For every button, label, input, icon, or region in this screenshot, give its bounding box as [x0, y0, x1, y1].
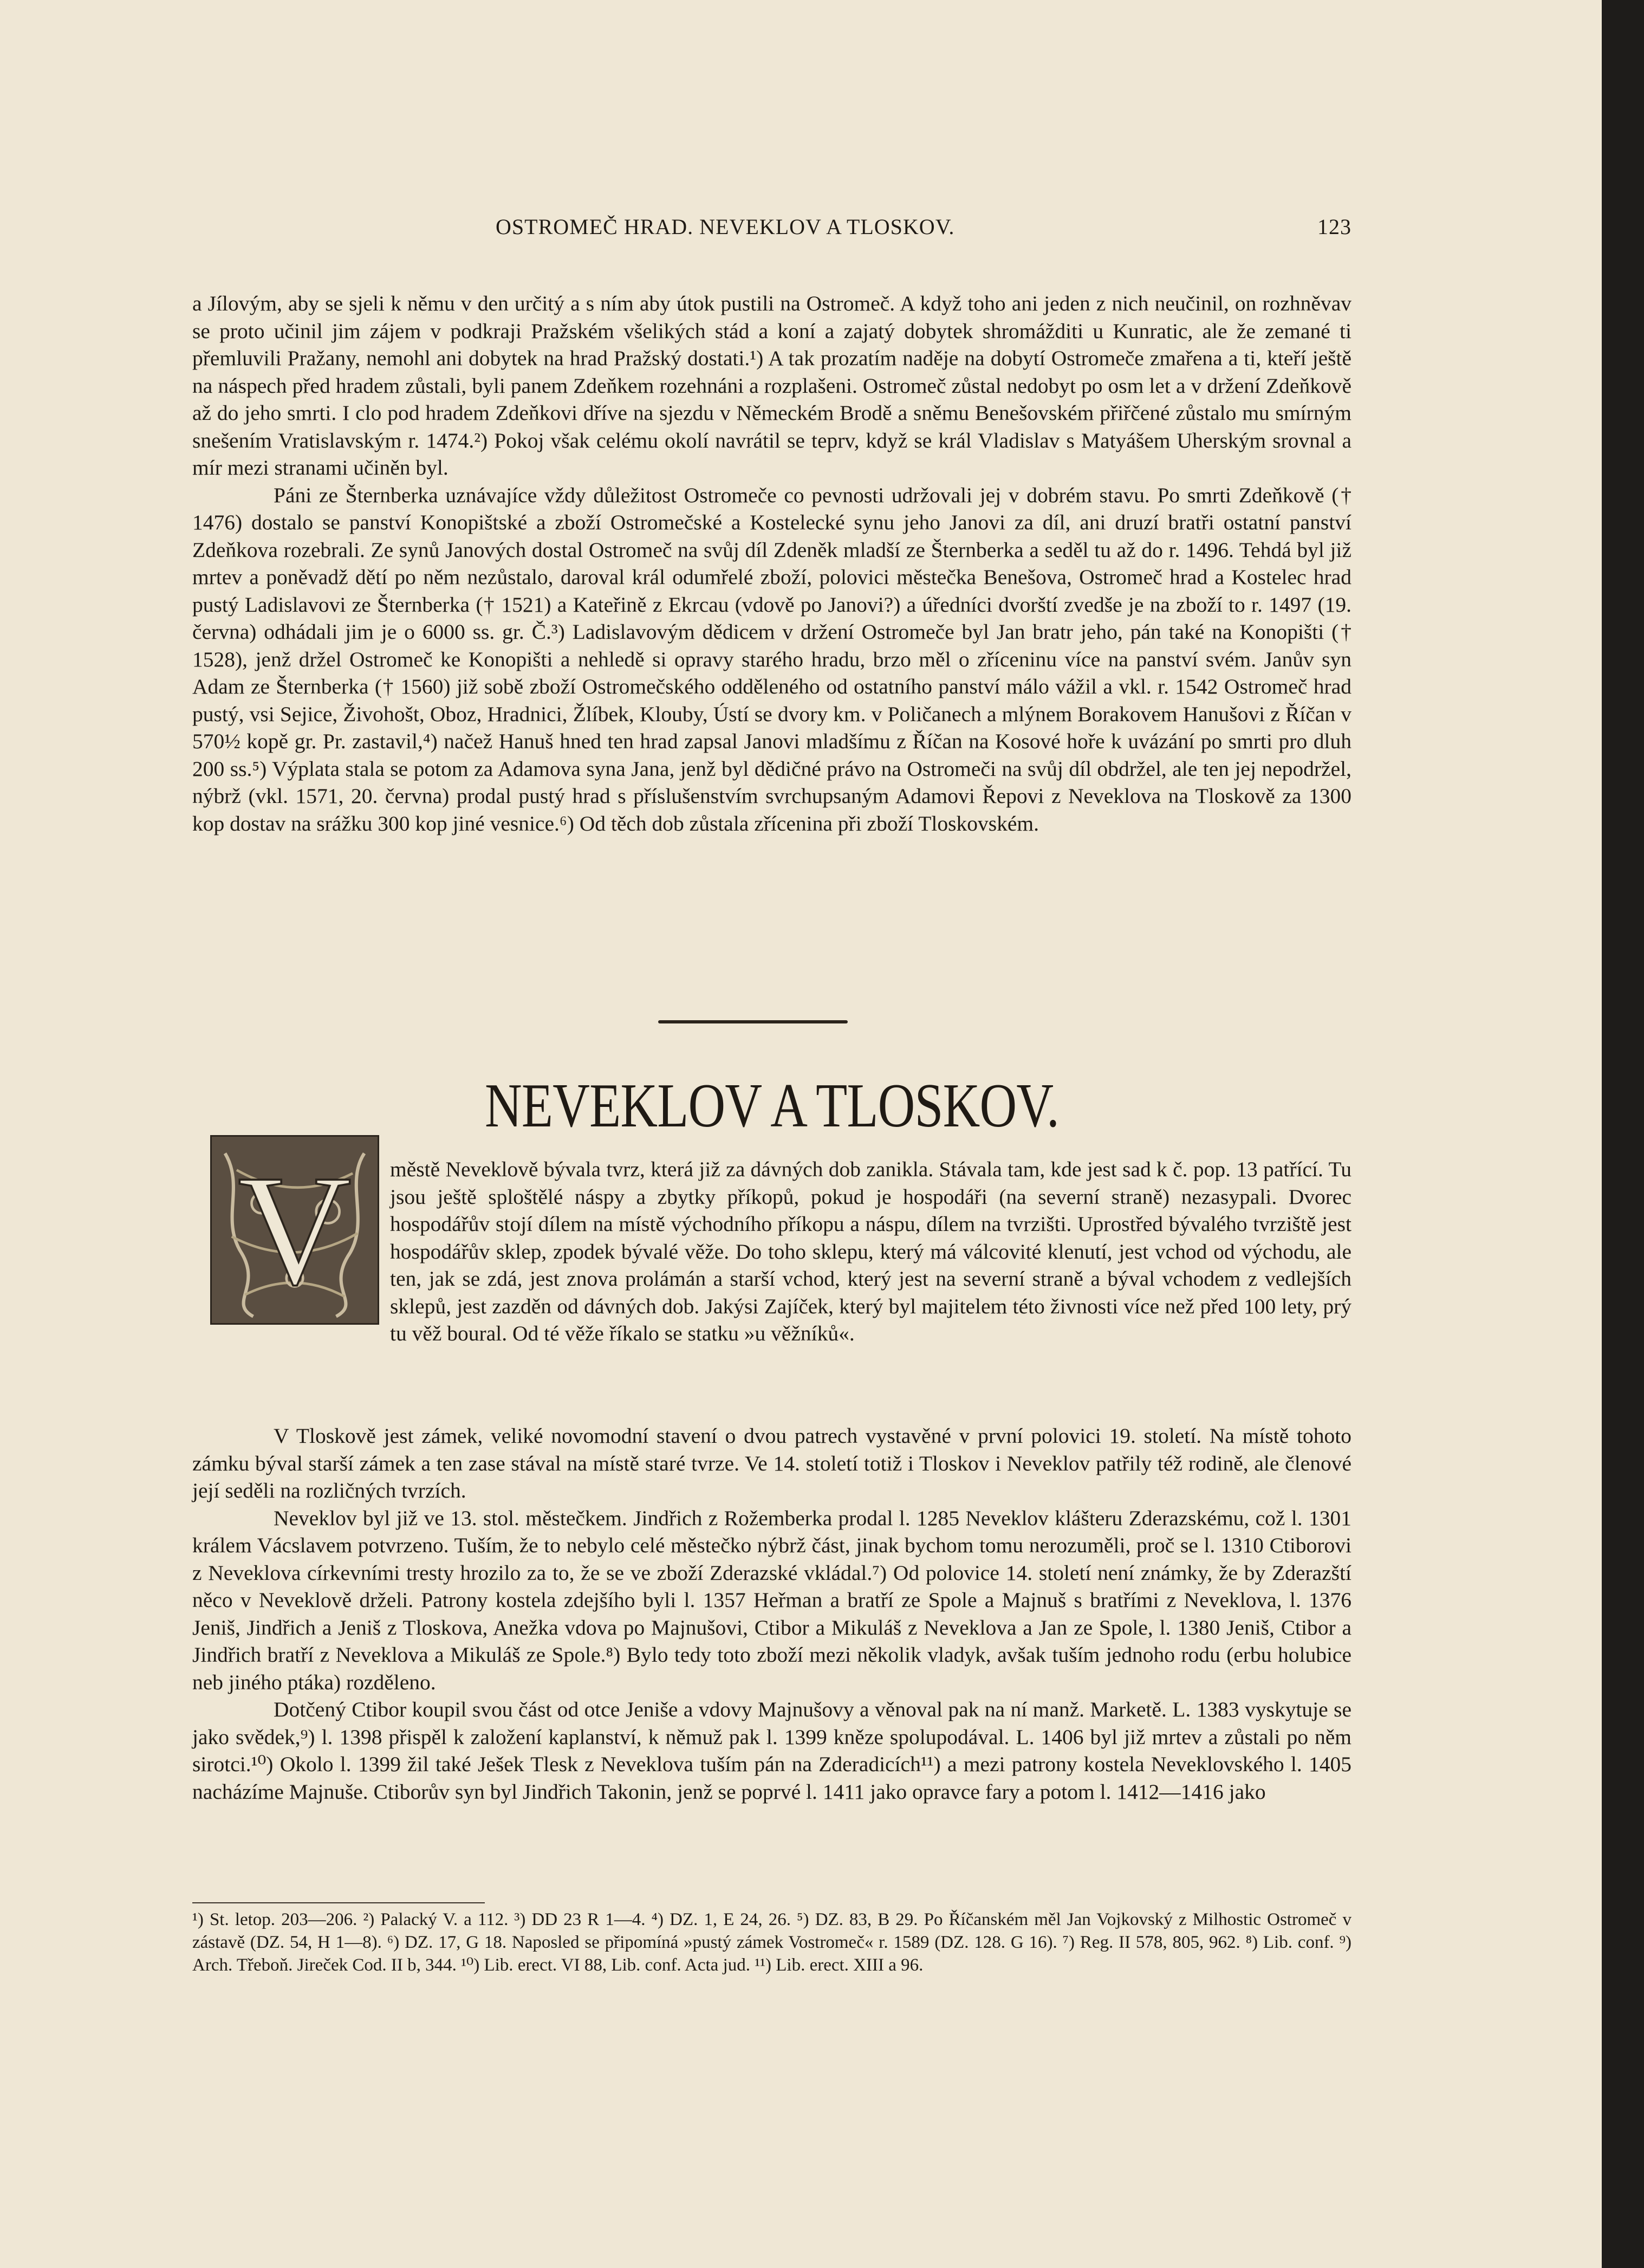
- paragraph: Neveklov byl již ve 13. stol. městečkem. Jindřich z Rožemberka prodal l. 1285 Neveklov klášteru Zderazskému, což l. 1301 králem Vácslavem potvrzeno. Tuším, že to nebylo celé městečko nýbrž část, jinak bychom tomu nerozuměli, proč se l. 1310 Ctiborovi z Neveklova církevními tresty hrozilo za to, že se ve zboží Zderazské vkládal.⁷) Od polovice 14. století není známky, že by Zderazští něco v Neveklově drželi. Patrony kostela zdejšího byli l. 1357 Heřman a bratří ze Spole a Majnuš s bratřími z Neveklova, l. 1376 Jeniš, Jindřich a Jeniš z Tloskova, Anežka vdova po Majnušovi, Ctibor a Mikuláš z Neveklova a Jan ze Spole, l. 1380 Jeniš, Ctibor a Jindřich bratří z Neveklova a Mikuláš ze Spole.⁸) Bylo tedy toto zboží mezi několik vladyk, avšak tuším jednoho rodu (erbu holubice neb jiného ptáka) rozděleno.: [192, 1506, 1351, 1694]
- page-number: 123: [1317, 215, 1351, 239]
- section-ostromec-text: [192, 290, 1351, 837]
- footnotes: [192, 1908, 1351, 1977]
- section-neveklov-intro: městě Neveklově bývala tvrz, která již za dávných dob zanikla. Stávala tam, kde jest sad k č. pop. 13 patřící. Tu jsou ještě sploštělé náspy a zbytky příkopů, pokud je hospodáři (na severní straně) nezasypali. Dvorec hospodářův stojí dílem na místě východního příkopu a náspu, dílem na tvrzišti. Uprostřed bývalého tvrziště jest hospodářův sklep, zpodek bývalé věže. Do toho sklepu, který má válcovité klenutí, jest vchod od východu, ale ten, jak se zdá, jest znova prolámán a starší vchod, který jest na severní straně a býval vchodem z vedlejších sklepů, jest zazděn od dávných dob. Jakýsi Zajíček, který byl majitelem této živnosti více než před 100 lety, prý tu věž boural. Od té věže říkalo se statku »u věžníků«.: [390, 1157, 1351, 1345]
- ornament-v-icon: [212, 1137, 378, 1323]
- footnote-rule: [192, 1902, 485, 1903]
- paragraph: V Tloskově jest zámek, veliké novomodní stavení o dvou patrech vystavěné v první polovici 19. století. Na místě tohoto zámku býval starší zámek a ten zase stával na místě staré tvrze. Ve 14. století totiž i Tloskov i Neveklov patřily též rodině, ale členové její seděli na rozličných tvrzích.: [192, 1424, 1351, 1502]
- scan-edge: [1602, 0, 1644, 2268]
- paragraph: Páni ze Šternberka uznávajíce vždy důležitost Ostromeče co pevnosti udržovali jej v dobrém stavu. Po smrti Zdeňkově († 1476) dostalo se panství Konopištské a zboží Ostromečské a Kostelecké synu jeho Janovi za díl, ani druzí bratři ostatní panství Zdeňkova rozebrali. Ze synů Janových dostal Ostromeč na svůj díl Zdeněk mladší ze Šternberka a seděl tu až do r. 1496. Tehdá byl již mrtev a poněvadž dětí po něm nezůstalo, daroval král odumřelé zboží, polovici městečka Benešova, Ostromeč hrad a Kostelec hrad pustý Ladislavovi ze Šternberka († 1521) a Kateřině z Ekrcau (vdově po Janovi?) a úředníci dvorští zvedše je na zboží to r. 1497 (19. června) odhádali jim je o 6000 ss. gr. Č.³) Ladislavovým dědicem v držení Ostromeče byl Jan bratr jeho, pán také na Konopišti († 1528), jenž držel Ostromeč ke Konopišti a nehledě si opravy starého hradu, brzo měl o zříceninu více na panství svém. Janův syn Adam ze Šternberka († 1560) již sobě zboží Ostromečského odděleného od ostatního panství málo vážil a vkl. r. 1542 Ostromeč hrad pustý, vsi Sejice, Živohošt, Oboz, Hradnici, Žlíbek, Klouby, Ústí se dvory km. v Poličanech a mlýnem Borakovem Hanušovi z Říčan v 570½ kopě gr. Pr. zastavil,⁴) načež Hanuš hned ten hrad zapsal Janovi mladšímu z Říčan na Kosové hoře k uvázání po smrti pro dluh 200 ss.⁵) Výplata stala se potom za Adamova syna Jana, jenž byl dědičné právo na Ostromeči na svůj díl obdržel, ale ten jej nepodržel, nýbrž (vkl. 1571, 20. června) prodal pustý hrad s příslušenstvím svrchupsaným Adamovi Řepovi z Neveklova na Tloskově za 1300 kop dostav na srážku 300 kop jiné vesnice.⁶) Od těch dob zůstala zřícenina při zboží Tloskovském.: [192, 483, 1351, 835]
- section-divider: [658, 1020, 848, 1023]
- paragraph: a Jílovým, aby se sjeli k němu v den určitý a s ním aby útok pustili na Ostromeč. A když toho ani jeden z nich neučinil, on rozhněvav se proto učinil jim zájem v podkraji Pražském všelikých stád a koní a zajatý dobytek shromážditi u Kunratic, ale že zemané ti přemluvili Pražany, nemohl ani dobytek na hrad Pražský dostati.¹) A tak prozatím naděje na dobytí Ostromeče zmařena a ti, kteří ještě na náspech před hradem zůstali, byli panem Zdeňkem rozehnáni a rozplašeni. Ostromeč zůstal nedobyt po osm let a v držení Zdeňkově až do jeho smrti. I clo pod hradem Zdeňkovi dříve na sjezdu v Německém Brodě a sněmu Benešovském přiřčené zůstalo mu smírným snešením Vratislavským r. 1474.²) Pokoj však celému okolí navrátil se teprv, když se král Vladislav s Matyášem Uherským srovnal a mír mezi stranami učiněn byl.: [192, 291, 1351, 479]
- section-neveklov-text: [192, 1422, 1351, 1805]
- section-title: NEVEKLOV A TLOSKOV.: [485, 1071, 1059, 1141]
- footnote-text: ¹) St. letop. 203—206. ²) Palacký V. a 112. ³) DD 23 R 1—4. ⁴) DZ. 1, E 24, 26. ⁵) DZ. 83, B 29. Po Říčanském měl Jan Vojkovský z Milhostic Ostromeč v zástavě (DZ. 54, H 1—8). ⁶) DZ. 17, G 18. Naposled se připomíná »pustý zámek Vostromeč« r. 1589 (DZ. 128. G 16). ⁷) Reg. II 578, 805, 962. ⁸) Lib. conf. ⁹) Arch. Třeboň. Jireček Cod. II b, 344. ¹⁰) Lib. erect. VI 88, Lib. conf. Acta jud. ¹¹) Lib. erect. XIII a 96.: [192, 1910, 1351, 1975]
- page-header: [192, 214, 1351, 247]
- dropcap-letter: V: [238, 1142, 352, 1318]
- paragraph: Dotčený Ctibor koupil svou část od otce Jeniše a vdovy Majnušovy a věnoval pak na ní manž. Marketě. L. 1383 vyskytuje se jako svědek,⁹) l. 1398 přispěl k založení kaplanství, k němuž pak l. 1399 kněze spolupodával. L. 1406 byl již mrtev a zůstali po něm sirotci.¹⁰) Okolo l. 1399 žil také Ješek Tlesk z Neveklova tuším pán na Zderadicích¹¹) a mezi patrony kostela Neveklovského l. 1405 nacházíme Majnuše. Ctiborův syn byl Jindřich Takonin, jenž se poprvé l. 1411 jako opravce fary a potom l. 1412—1416 jako: [192, 1697, 1351, 1804]
- running-title: OSTROMEČ HRAD. NEVEKLOV A TLOSKOV.: [496, 215, 955, 239]
- ornamental-initial: [210, 1135, 379, 1325]
